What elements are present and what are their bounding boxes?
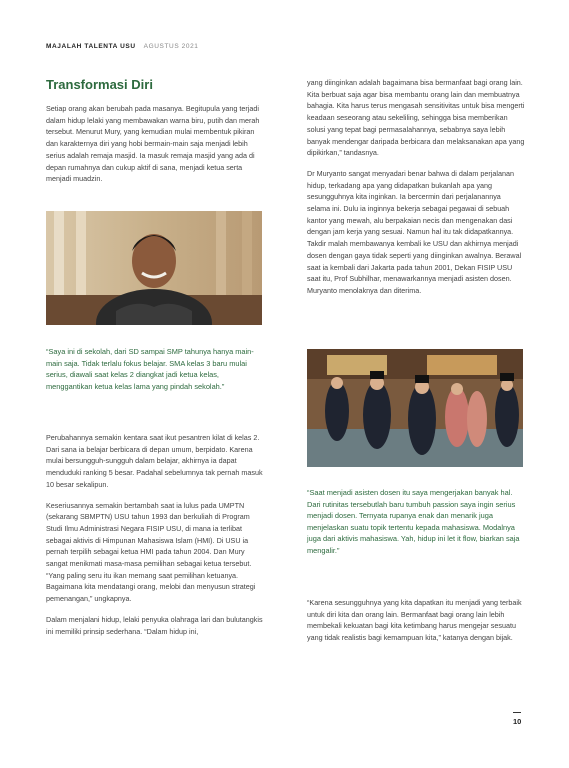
- left-column-top: [46, 103, 264, 194]
- paragraph: Dalam menjalani hidup, lelaki penyuka olahraga lari dan bulutangkis ini memiliki prinsip sederhana. “Dalam hidup ini,: [46, 614, 263, 636]
- pull-quote-left: [46, 346, 264, 401]
- magazine-name: MAJALAH TALENTA USU: [46, 43, 136, 50]
- paragraph: Setiap orang akan berubah pada masanya. Begitupula yang terjadi dalam hidup lelaki yang membawakan warna biru, putih dan merah tersebut. Menurut Mury, yang kemudian mulai membentuk pikiran dan karakternya diri yang hobi bermain-main saja menjadi lebih serius adalah remaja masjid. Ia masuk remaja masjid yang ada di depan rumahnya dan cukup aktif di sana, menjadi ketua serta menjadi muadzin.: [46, 104, 260, 184]
- quote-text: “Saat menjadi asisten dosen itu saya mengerjakan banyak hal. Dari rutinitas tersebutlah baru tumbuh passion saya ingin serius menjadi dosen. Ternyata rupanya enak dan menarik juga menjelaskan suatu topik tertentu kepada mahasiswa. Modalnya juga dari aktivis mahasiswa. Yah, hidup ini let it flow, biarkan saja mengalir.”: [307, 488, 520, 555]
- paragraph: yang diinginkan adalah bagaimana bisa bermanfaat bagi orang lain. Kita berbuat saja agar bisa membantu orang lain dan membuatnya bahagia. Kita harus terus mengasah sensitivitas untuk bisa mengerti keadaan seseorang atau sekeliling, sehingga bisa memberikan solusi yang tepat bagi permasalahannya, sebabnya saya lebih banyak mendengar daripada berbicara dan melaksanakan apa yang dipikirkan,” tandasnya.: [307, 78, 525, 158]
- paragraph: Dr Muryanto sangat menyadari benar bahwa di dalam perjalanan hidup, terkadang apa yang didapatkan bukanlah apa yang sesungguhnya kita inginkan. Ia bercermin dari perjalanannya selama ini. Dulu ia inginnya bekerja sebagai pegawai di sebuah kantor yang mewah, alu berpakaian necis dan mengenakan dasi dengan jam kerja yang sesuai. Namun hal itu tak didapatkannya. Takdir malah membawanya kembali ke USU dan akhirnya menjadi dosen dengan gaya tidak seperti yang diinginkan awalnya. Berawal saat ia kembali dari Jakarta pada tahun 2001, Dekan FISIP USU saat itu, Prof Subhilhar, menawarkannya menjadi asisten dosen. Muryanto menolaknya dan diterima.: [307, 168, 522, 295]
- pull-quote-right: [307, 487, 525, 565]
- issue-month: AGUSTUS 2021: [143, 43, 199, 50]
- ceremony-photo: [307, 349, 523, 467]
- paragraph: “Karena sesungguhnya yang kita dapatkan itu menjadi yang terbaik untuk diri kita dan orang lain. Bermanfaat bagi orang lain lebih membekali kekuatan bagi kita ketimbang harus mengejar sesuatu yang tidak realistis bagi kemampuan kita,” katanya dengan bijak.: [307, 598, 522, 643]
- right-column-top: [307, 77, 525, 306]
- page-number-text: 10: [513, 717, 522, 726]
- portrait-photo: [46, 211, 262, 325]
- article-title: Transformasi Diri: [46, 77, 153, 92]
- page-header: [46, 43, 199, 50]
- quote-text: “Saya ini di sekolah, dari SD sampai SMP tahunya hanya main-main saja. Tidak terlalu fokus belajar. SMA kelas 3 baru mulai serius, diawali saat kelas 2 diangkat jadi ketua kelas, menggantikan ketua kelas lama yang pindah sekolah.”: [46, 347, 254, 391]
- paragraph: Keseriusannya semakin bertambah saat ia lulus pada UMPTN (sekarang SBMPTN) USU tahun 1993 dan berkuliah di Program Studi Ilmu Administrasi Negara FISIP USU, di mana ia terlibat sebagai aktivis di Himpunan Mahasiswa Islam (HMI). Di USU ia pernah terpilih sebagai ketua HMI pada tahun 2004. Dan Mury sangat menikmati masa-masa pemilihan sebagai ketua tersebut. “Yang paling seru itu ikan memang saat pemilihan ketuanya. Bagaimana kita mendatangi orang, melobi dan menyusun strategi pemenangan,” ungkapnya.: [46, 500, 256, 604]
- left-column-bottom: [46, 432, 264, 646]
- page-number-rule: [513, 712, 521, 713]
- paragraph: Perubahannya semakin kentara saat ikut pesantren kilat di kelas 2. Dari sana ia belajar berbicara di depan umum, berpidato. Karena mulai bersungguh-sungguh dalam belajar, akhirnya ia dapat menduduki ranking 5 besar. Padahal sebelumnya tak pernah masuk 10 besar sekalipun.: [46, 433, 263, 489]
- page-number: [513, 712, 521, 726]
- right-column-bottom: [307, 597, 525, 653]
